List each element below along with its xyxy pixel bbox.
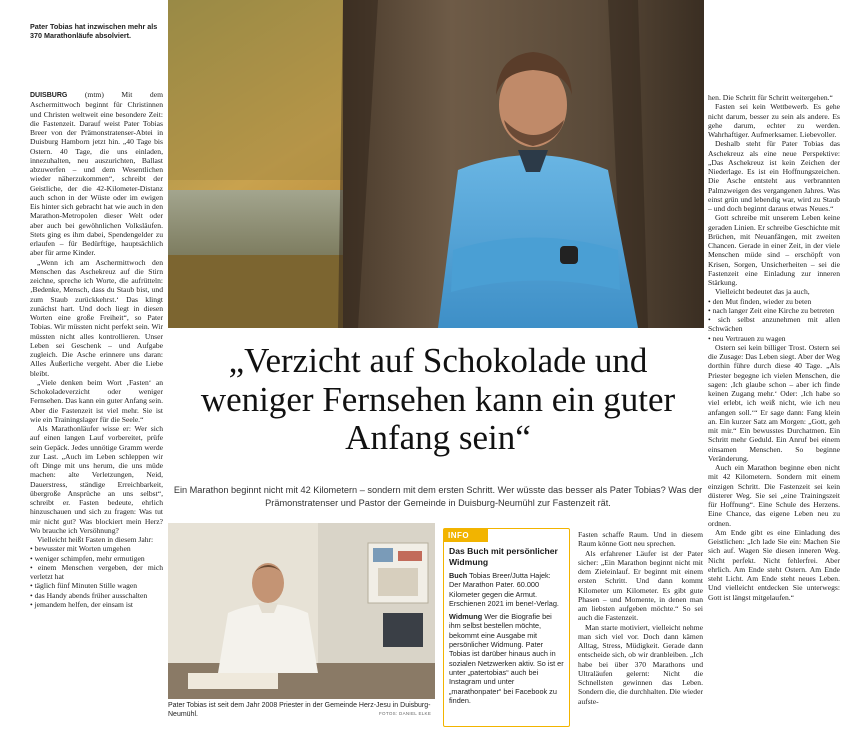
list-item: • das Handy abends früher ausschalten [30,591,163,600]
paragraph: Als Marathonläufer wisse er: Wer sich auf einen langen Lauf vorbereitet, prüfe sein Gepäck. Jedes unnötige Gramm werde zur Last. „Auch im Leben schleppen wir oft Dinge mit uns herum, die uns müde machen: alte Verletzungen, Neid, Dauerstress, ständige Erreichbarkeit, übergroße Ansprüche an uns selbst“, schreibt er. Fasten bedeute, ehrlich hinzuschauen und sich zu fragen: Was tut mir nicht gut? Was blockiert mein Herz? Wo brauche ich Versöhnung? [30,424,163,535]
info-widmung-text: Wer die Biografie bei ihm selbst bestellen möchte, bekommt eine Ausgabe mit persönlicher Widmung. Pater Tobias ist darüber hinaus auch in sozialen Netzwerken aktiv. So ist er unter „patertobias“ auch bei Instagram und unter „marathonpater“ bei Facebook zu finden. [449,612,564,705]
info-label: INFO [444,529,488,542]
paragraph: Am Ende gibt es eine Einladung des Geistlichen: „Ich lade Sie ein: Machen Sie sich auf. Wagen Sie diesen inneren Weg. Nicht perfekt. Nicht fehlerfrei. Aber ehrlich. Am Ende steht Ostern. Am Ende steht Licht. Am Ende steht neues Leben. Und vielleicht entdecken Sie unterwegs: Gott ist längst mitgelaufen.“ [708,527,840,602]
subheadline: Ein Marathon beginnt nicht mit 42 Kilometern – sondern mit dem ersten Schritt. Wer wüsste das besser als Pater Tobias? Was der Prämonstratenser und Pastor der Gemeinde in Duisburg-Neumühl zur Fastenzeit rät. [173,485,703,508]
info-box [443,528,570,727]
paragraph: Auch ein Marathon beginne eben nicht mit 42 Kilometern. Sondern mit einem einzigen Schritt. Die Fastenzeit sei kein düsterer Weg. Sie sei „eine Trainingszeit für Hoffnung“. Eine Schule des Herzens. Eine Chance, das eigene Leben neu zu ordnen. [708,463,840,528]
main-photo-illustration [168,0,704,328]
info-title: Das Buch mit persönlicher Widmung [449,546,558,567]
office-photo-caption: Pater Tobias ist seit dem Jahr 2008 Priester in der Gemeinde Herz-Jesu in Duisburg-Neumühl. [168,702,431,718]
list-item: • neu Vertrauen zu wagen [708,334,840,343]
paragraph: Vielleicht bedeutet das ja auch, [715,287,810,297]
column-4 [708,93,840,602]
paragraph: hen. Die Schritt für Schritt weitergehen.“ [708,93,833,102]
bullet-list [30,544,163,609]
paragraph: „Viele denken beim Wort ‚Fasten‘ an Schokoladeverzicht oder weniger Fernsehen. Das kann ein guter Anfang sein. Aber die Fastenzeit ist viel mehr. Sie ist wie ein Trainingslager für die Seele.“ [30,377,163,424]
office-photo [168,523,435,699]
paragraph: Gott schreibe mit unserem Leben keine geraden Linien. Er schreibe Geschichte mit Brüchen, mit Neuanfängen, mit zweiten Chancen. Gerade in einer Zeit, in der viele Menschen müde sind – erschöpft von Krisen, Sorgen, Unsicherheiten – sei die Fastenzeit eine Einladung zur inneren Stärkung. [708,213,840,287]
info-buch-text: Tobias Breer/Jutta Hajek: Der Marathon Pater. 60.000 Kilometer gegen die Armut. Erschienen 2021 im bene!-Verlag. [449,571,559,608]
list-item: • täglich fünf Minuten Stille wagen [30,581,163,590]
headline: „Verzicht auf Schokolade und weniger Fernsehen kann ein guter Anfang sein“ [200,341,676,457]
paragraph: Ostern sei kein billiger Trost. Ostern sei die Zusage: Das Leben siegt. Aber der Weg dorthin führe durch diese 40 Tage. „Als Priester begegne ich vielen Menschen, die sagen: ‚Ich glaube schon – aber ich finde keinen Zugang mehr.‘ Oder: ‚Ich habe so viel erlebt, ich weiß nicht, wie ich neu anfangen soll.‘“ Er sage dann: Fang klein an. Ein kurzer Satz am Morgen: „Gott, geh mit mir.“ Ein bewusstes Durchatmen. Ein Schritt mehr Geduld. Ein Anruf bei einem einsamen Menschen. So beginne Veränderung. [708,342,840,463]
list-item: • weniger schimpfen, mehr ermutigen [30,554,163,563]
paragraph: Deshalb steht für Pater Tobias das Aschekreuz als eine neue Perspektive: „Das Aschekreuz ist kein Zeichen der Niederlage. Es ist ein Hoffnungszeichen. Die Asche entsteht aus verbrannten Palmzweigen des vergangenen Jahres. Was einst grün und lebendig war, wird zu Staub – und doch beginnt daraus etwas Neues.“ [708,139,840,213]
paragraph: Fasten schaffe Raum. Und in diesem Raum könne Gott neu sprechen. [578,530,703,549]
photo-credit: FOTOS: DANIEL ELKE [379,711,432,716]
paragraph: Als erfahrener Läufer ist der Pater sicher: „Ein Marathon beginnt nicht mit dem Zieleinlauf. Er beginnt mit einem ersten Schritt. Und dann kommt Kilometer um Kilometer. Es gibt gute Phasen – und Momente, in denen man am liebsten aufgeben möchte.“ So sei auch die Fastenzeit. [578,548,703,623]
dateline: DUISBURG [30,92,68,99]
top-photo-caption: Pater Tobias hat inzwischen mehr als 370 Marathonläufe absolviert. [30,22,158,40]
paragraph: Vielleicht heißt Fasten in diesem Jahr: [37,535,154,544]
column-3 [578,530,703,706]
bullet-list [708,297,840,343]
list-item: • den Mut finden, wieder zu beten [708,297,840,306]
list-item: • nach langer Zeit eine Kirche zu betreten [708,306,840,315]
list-item: • einem Menschen vergeben, der mich verletzt hat [30,563,163,582]
main-photo [168,0,704,328]
info-widmung-label: Widmung [449,612,483,622]
paragraph: Man starte motiviert, vielleicht nehme man sich viel vor. Doch dann kämen Alltag, Stress, Müdigkeit. Gerade dann entscheide sich, ob wir dranbleiben. „Ich habe bei über 370 Marathons und Ultraläufen gelernt: Nicht die Schnellsten gewinnen das Leben. Sondern die, die durchhalten. Die wieder aufste- [578,622,703,706]
article-intro: (mtm) Mit dem Aschermittwoch beginnt für Christinnen und Christen weltweit eine besondere Zeit: die Fastenzeit. Darauf weist Pater Tobias Breer von der Prämonstratenser-Abtei in Duisburg Hamborn jetzt hin. „40 Tage bis Ostern. 40 Tage, die uns einladen, innezuhalten, neu auszurichten, Ballast abzuwerfen – und dem Wesentlichen wieder näherzukommen“, schreibt der Geistliche, der die 42-Kilometer-Distanz auch schon in der Wüste oder im ewigen Eis hinter sich gebracht hat wie auch in den Marathon-Metropolen dieser Welt oder aber auch bei gewöhnlichen Volksläufen. Stets ging es ihm dabei, Spendengelder zu erlaufen – für Bedürftige, hauptsächlich aber für arme Kinder. [30,90,163,258]
list-item: • sich selbst anzunehmen mit allen Schwächen [708,315,840,334]
office-photo-illustration [168,523,435,699]
paragraph: „Wenn ich am Aschermittwoch den Menschen das Aschekreuz auf die Stirn zeichne, spreche ich Worte, die aufrütteln: ‚Bedenke, Mensch, dass du Staub bist, und zum Staub zurückkehrst.‘ Das klingt zunächst hart. Und doch liegt in diesen Worten eine große Freiheit“, so Pater Tobias. Wir müssten nicht perfekt sein. Wir müssten nicht alles kontrollieren. Unser Leben sei Geschenk – und Aufgabe zugleich. Die Asche erinnere uns daran: Alles Äußerliche vergeht. Aber die Liebe bleibt. [30,257,163,378]
list-item: • jemandem helfen, der einsam ist [30,600,163,609]
info-body [449,571,564,709]
info-buch-label: Buch [449,571,468,580]
paragraph: Fasten sei kein Wettbewerb. Es gehe nicht darum, besser zu sein als andere. Es gehe darum, echter zu werden. Wahrhaftiger. Aufmerksamer. Liebevoller. [708,102,840,139]
column-1 [30,90,163,609]
list-item: • bewusster mit Worten umgehen [30,544,163,553]
